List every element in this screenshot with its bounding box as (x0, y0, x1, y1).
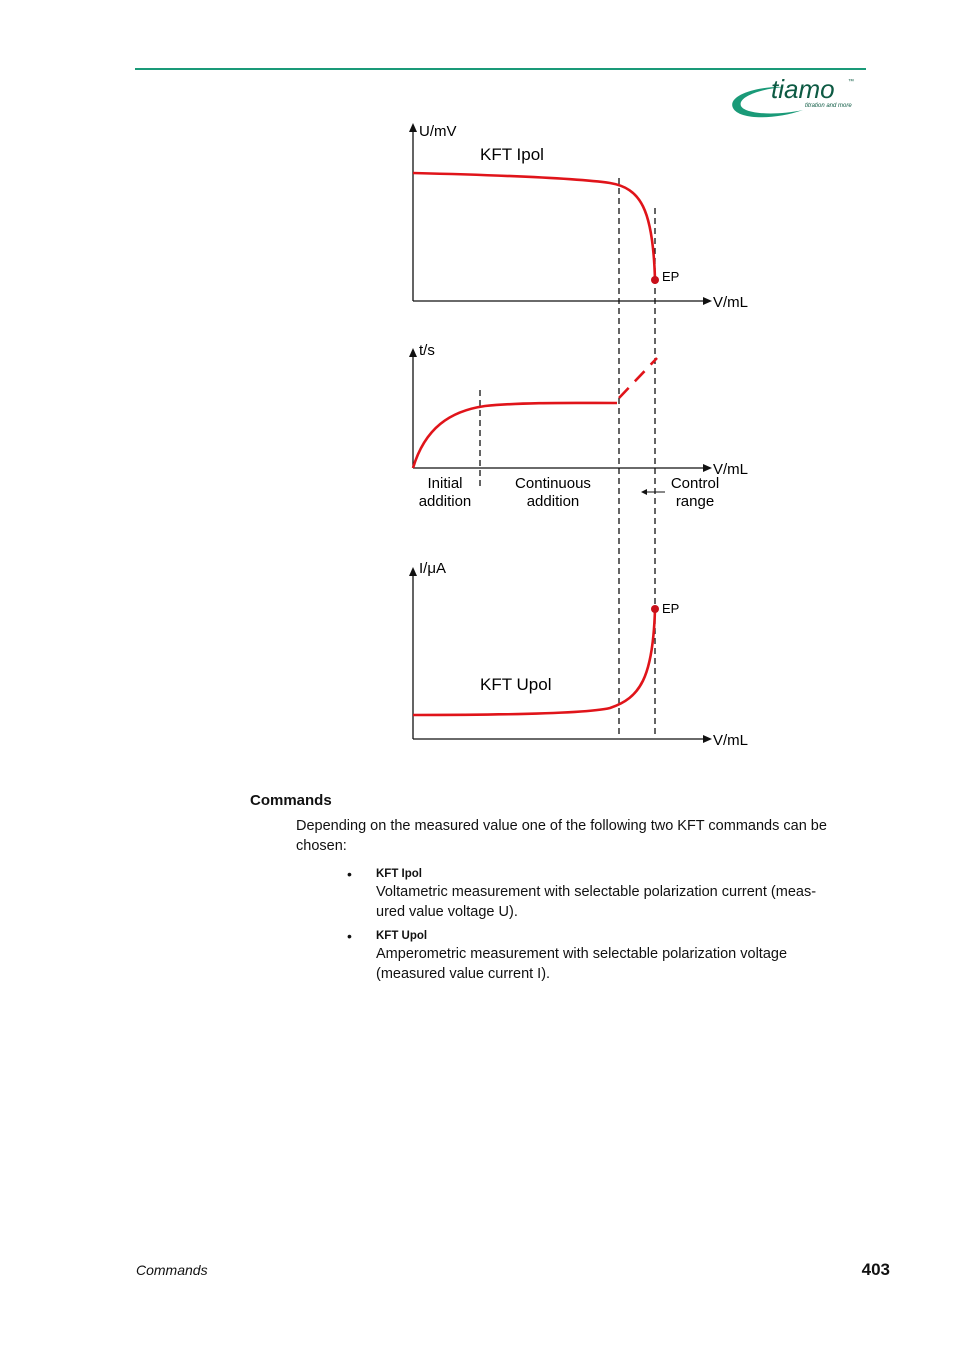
logo-trademark: ™ (848, 79, 854, 85)
ipol-y-label: U/mV (419, 123, 457, 140)
time-y-label: t/s (419, 342, 435, 359)
item-desc-line: Voltametric measurement with selectable polarization current (meas- (376, 884, 817, 900)
kft-curves-figure (395, 118, 765, 758)
ipol-y-arrow-icon (409, 123, 417, 132)
region-initial-line2: addition (418, 493, 472, 510)
logo-tagline: titration and more (805, 103, 852, 109)
ipol-x-label: V/mL (713, 294, 749, 311)
ipol-x-arrow-icon (703, 297, 712, 305)
item-desc-line: Amperometric measurement with selectable polarization voltage (376, 946, 788, 962)
upol-y-label: I/μA (419, 560, 446, 577)
item-title-kft-upol: KFT Upol (376, 930, 428, 942)
region-continuous-line2: addition (526, 493, 580, 510)
logo-word: tiamo (771, 74, 835, 104)
section-heading: Commands (250, 792, 332, 809)
upol-y-arrow-icon (409, 567, 417, 576)
upol-x-label: V/mL (713, 732, 749, 749)
upol-x-arrow-icon (703, 735, 712, 743)
time-y-arrow-icon (409, 348, 417, 357)
region-control-line2: range (675, 493, 715, 510)
item-desc-line: ured value voltage U). (376, 903, 518, 920)
ipol-ep-marker (651, 276, 659, 284)
time-curve-extrapolation (619, 358, 657, 398)
header-rule (135, 68, 866, 70)
region-initial-line1: Initial (427, 475, 463, 492)
time-x-arrow-icon (703, 464, 712, 472)
region-control-line1: Control (670, 475, 720, 492)
time-x-label: V/mL (713, 461, 749, 478)
control-pointer-arrow-icon (641, 489, 647, 495)
time-curve (413, 403, 617, 468)
bullet-icon: • (347, 928, 352, 944)
region-continuous-line1: Continuous (515, 475, 591, 492)
upol-ep-label: EP (662, 601, 680, 616)
item-desc-kft-ipol (376, 883, 856, 922)
item-desc-kft-upol (376, 945, 856, 984)
bullet-icon: • (347, 866, 352, 882)
upol-ep-marker (651, 605, 659, 613)
footer-section-name: Commands (136, 1262, 208, 1278)
item-desc-line: (measured value current I). (376, 965, 551, 982)
intro-paragraph: Depending on the measured value one of the following two KFT commands can be chosen: (296, 818, 827, 854)
page-number: 403 (861, 1260, 890, 1279)
item-title-kft-ipol: KFT Ipol (376, 868, 422, 880)
upol-title: KFT Upol (480, 675, 552, 694)
ipol-title: KFT Ipol (480, 145, 544, 164)
ipol-ep-label: EP (662, 269, 680, 284)
tiamo-logo (725, 74, 870, 120)
